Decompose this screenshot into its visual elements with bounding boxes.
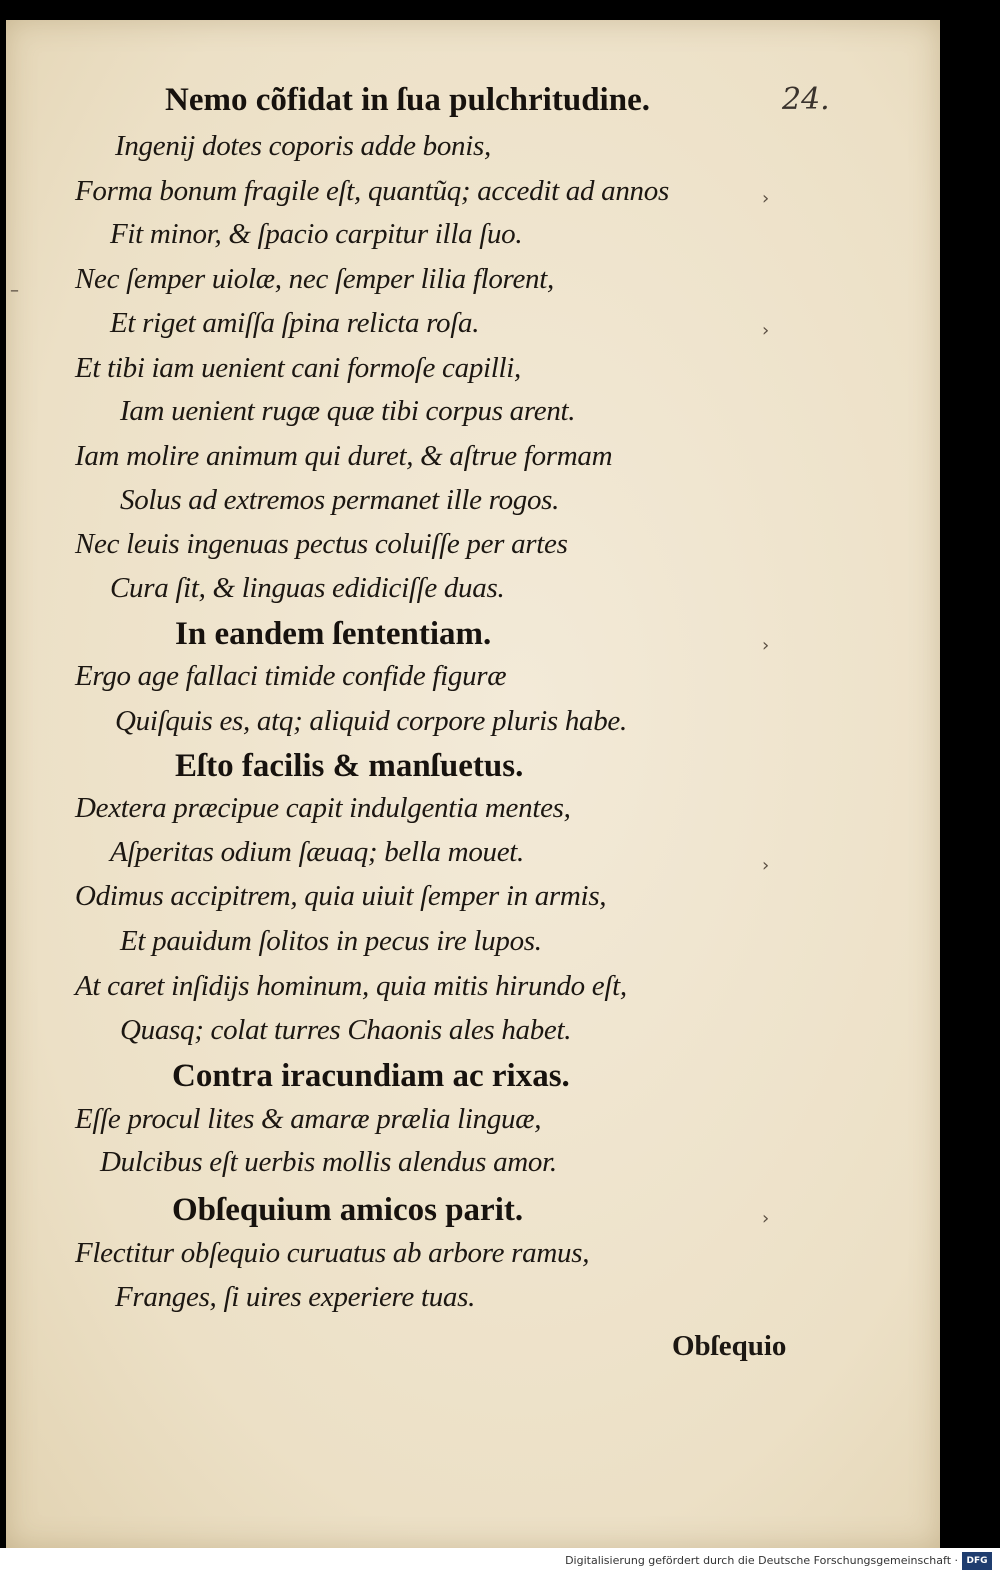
section-heading: Contra iracundiam ac rixas.	[172, 1058, 570, 1094]
margin-mark: ›	[762, 188, 770, 209]
verse-line: Fit minor, & ſpacio carpitur illa ſuo.	[110, 218, 523, 250]
verse-line: Nec leuis ingenuas pectus coluiſſe per artes	[75, 528, 568, 560]
verse-line: Forma bonum fragile eſt, quantũq; accedit ad annos	[75, 175, 669, 207]
catchword: Obſequio	[672, 1330, 787, 1362]
section-heading: Obſequium amicos parit.	[172, 1192, 524, 1228]
verse-line: Iam molire animum qui duret, & aſtrue formam	[75, 440, 613, 472]
verse-line: Odimus accipitrem, quia uiuit ſemper in armis,	[75, 880, 607, 912]
verse-line: Eſſe procul lites & amaræ prælia linguæ,	[75, 1103, 542, 1135]
verse-line: Aſperitas odium ſæuaq; bella mouet.	[110, 836, 524, 868]
verse-line: Quiſquis es, atq; aliquid corpore pluris habe.	[115, 705, 627, 737]
folio-number: 24.	[782, 82, 830, 117]
margin-mark: ›	[762, 855, 770, 876]
footer-bar	[0, 1548, 1000, 1577]
verse-line: Ergo age fallaci timide confide figuræ	[75, 660, 507, 692]
dfg-logo: DFG	[962, 1552, 992, 1570]
verse-line: Quasq; colat turres Chaonis ales habet.	[120, 1014, 572, 1046]
verse-line: Nec ſemper uiolæ, nec ſemper lilia florent,	[75, 263, 554, 295]
margin-mark: ›	[762, 635, 770, 656]
margin-mark: ›	[762, 320, 770, 341]
verse-line: Et riget amiſſa ſpina relicta roſa.	[110, 307, 480, 339]
margin-mark: ›	[762, 1208, 770, 1229]
section-heading: Eſto facilis & manſuetus.	[175, 748, 524, 784]
verse-line: Dulcibus eſt uerbis mollis alendus amor.	[100, 1146, 557, 1178]
verse-line: At caret inſidijs hominum, quia mitis hirundo eſt,	[75, 970, 627, 1002]
verse-line: Et tibi iam uenient cani formoſe capilli,	[75, 352, 521, 384]
verse-line: Franges, ſi uires experiere tuas.	[115, 1281, 476, 1313]
funding-credit: Digitalisierung gefördert durch die Deutsche Forschungsgemeinschaft ·	[565, 1554, 958, 1567]
margin-mark: –	[10, 280, 19, 301]
section-heading: In eandem ſententiam.	[175, 616, 492, 652]
verse-line: Et pauidum ſolitos in pecus ire lupos.	[120, 925, 542, 957]
verse-line: Dextera præcipue capit indulgentia mentes,	[75, 792, 571, 824]
verse-line: Iam uenient rugæ quæ tibi corpus arent.	[120, 395, 576, 427]
verse-line: Cura ſit, & linguas edidiciſſe duas.	[110, 572, 505, 604]
verse-line: Solus ad extremos permanet ille rogos.	[120, 484, 560, 516]
section-heading: Nemo cõfidat in ſua pulchritudine.	[165, 82, 650, 118]
verse-line: Ingenij dotes coporis adde bonis,	[115, 130, 491, 162]
verse-line: Flectitur obſequio curuatus ab arbore ramus,	[75, 1237, 590, 1269]
page-edge-shadow	[940, 20, 1000, 1548]
